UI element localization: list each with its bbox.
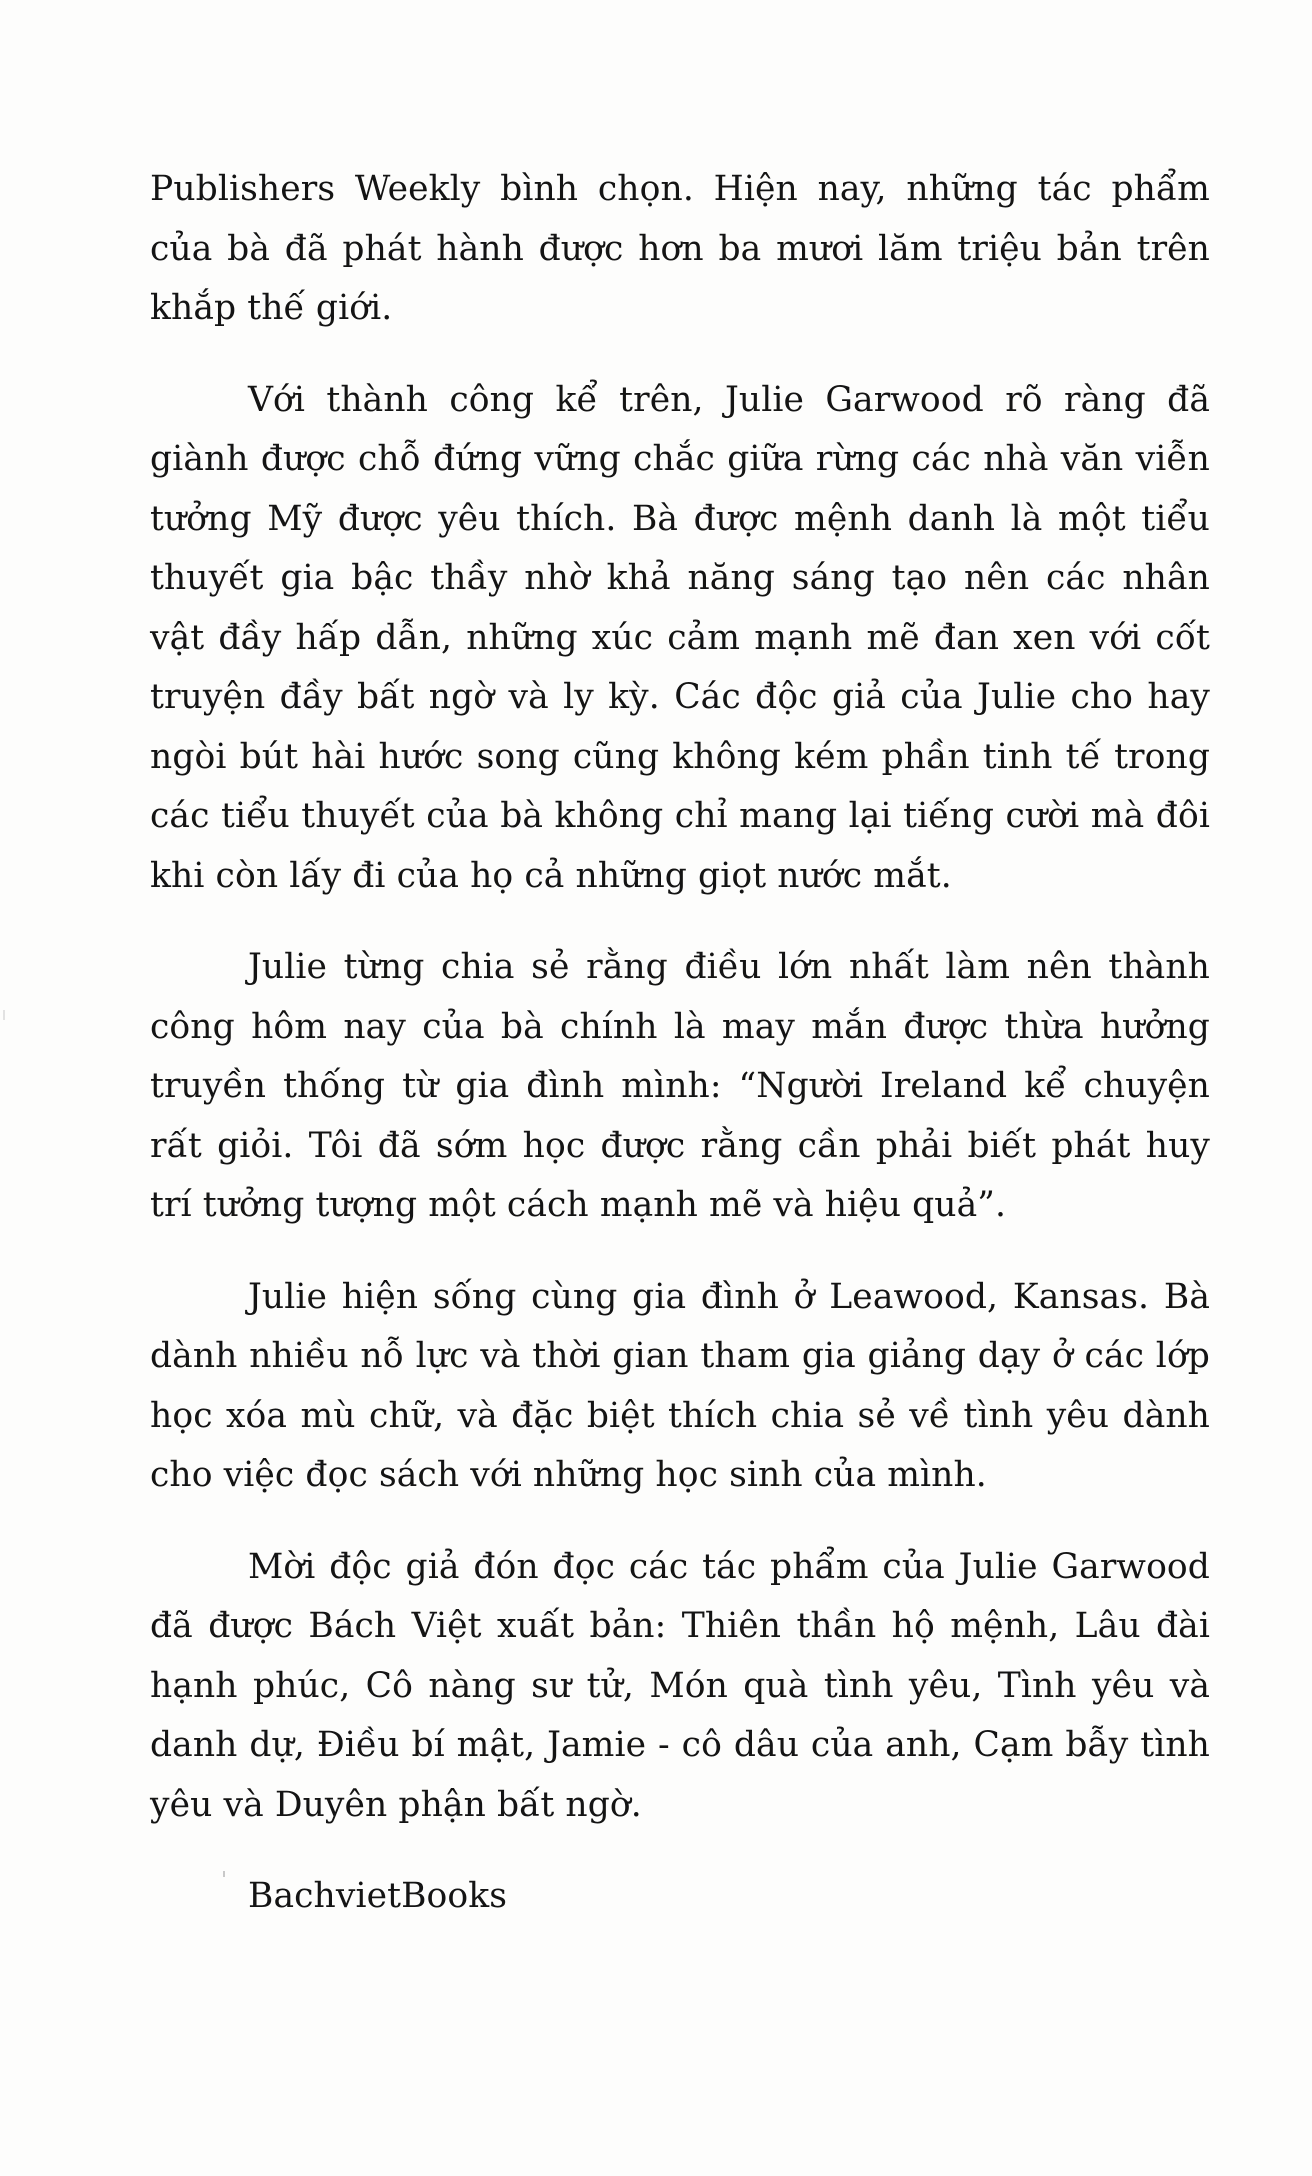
paragraph-continuation: Publishers Weekly bình chọn. Hiện nay, những tác phẩm của bà đã phát hành được hơn ba mươi lăm triệu bản trên khắp thế giới.	[150, 169, 1210, 328]
page-body-text	[150, 160, 1210, 1927]
paragraph-published-works: Mời độc giả đón đọc các tác phẩm của Julie Garwood đã được Bách Việt xuất bản: Thiên thần hộ mệnh, Lâu đài hạnh phúc, Cô nàng sư tử, Món quà tình yêu, Tình yêu và danh dự, Điều bí mật, Jamie - cô dâu của anh, Cạm bẫy tình yêu và Duyên phận bất ngờ.	[150, 1546, 1210, 1825]
paper-speck	[223, 1871, 225, 1877]
publisher-signature: BachvietBooks	[248, 1876, 508, 1916]
paragraph-irish-tradition: Julie từng chia sẻ rằng điều lớn nhất làm nên thành công hôm nay của bà chính là may mắn được thừa hưởng truyền thống từ gia đình mình: “Người Ireland kể chuyện rất giỏi. Tôi đã sớm học được rằng cần phải biết phát huy trí tưởng tượng một cách mạnh mẽ và hiệu quả”.	[150, 947, 1210, 1225]
paragraph-success: Với thành công kể trên, Julie Garwood rõ ràng đã giành được chỗ đứng vững chắc giữa rừng các nhà văn viễn tưởng Mỹ được yêu thích. Bà được mệnh danh là một tiểu thuyết gia bậc thầy nhờ khả năng sáng tạo nên các nhân vật đầy hấp dẫn, những xúc cảm mạnh mẽ đan xen với cốt truyện đầy bất ngờ và ly kỳ. Các độc giả của Julie cho hay ngòi bút hài hước song cũng không kém phần tinh tế trong các tiểu thuyết của bà không chỉ mang lại tiếng cười mà đôi khi còn lấy đi của họ cả những giọt nước mắt.	[150, 379, 1210, 896]
paragraph-leawood: Julie hiện sống cùng gia đình ở Leawood, Kansas. Bà dành nhiều nỗ lực và thời gian tham gia giảng dạy ở các lớp học xóa mù chữ, và đặc biệt thích chia sẻ về tình yêu dành cho việc đọc sách với những học sinh của mình.	[150, 1276, 1210, 1495]
paper-speck	[3, 1010, 5, 1020]
